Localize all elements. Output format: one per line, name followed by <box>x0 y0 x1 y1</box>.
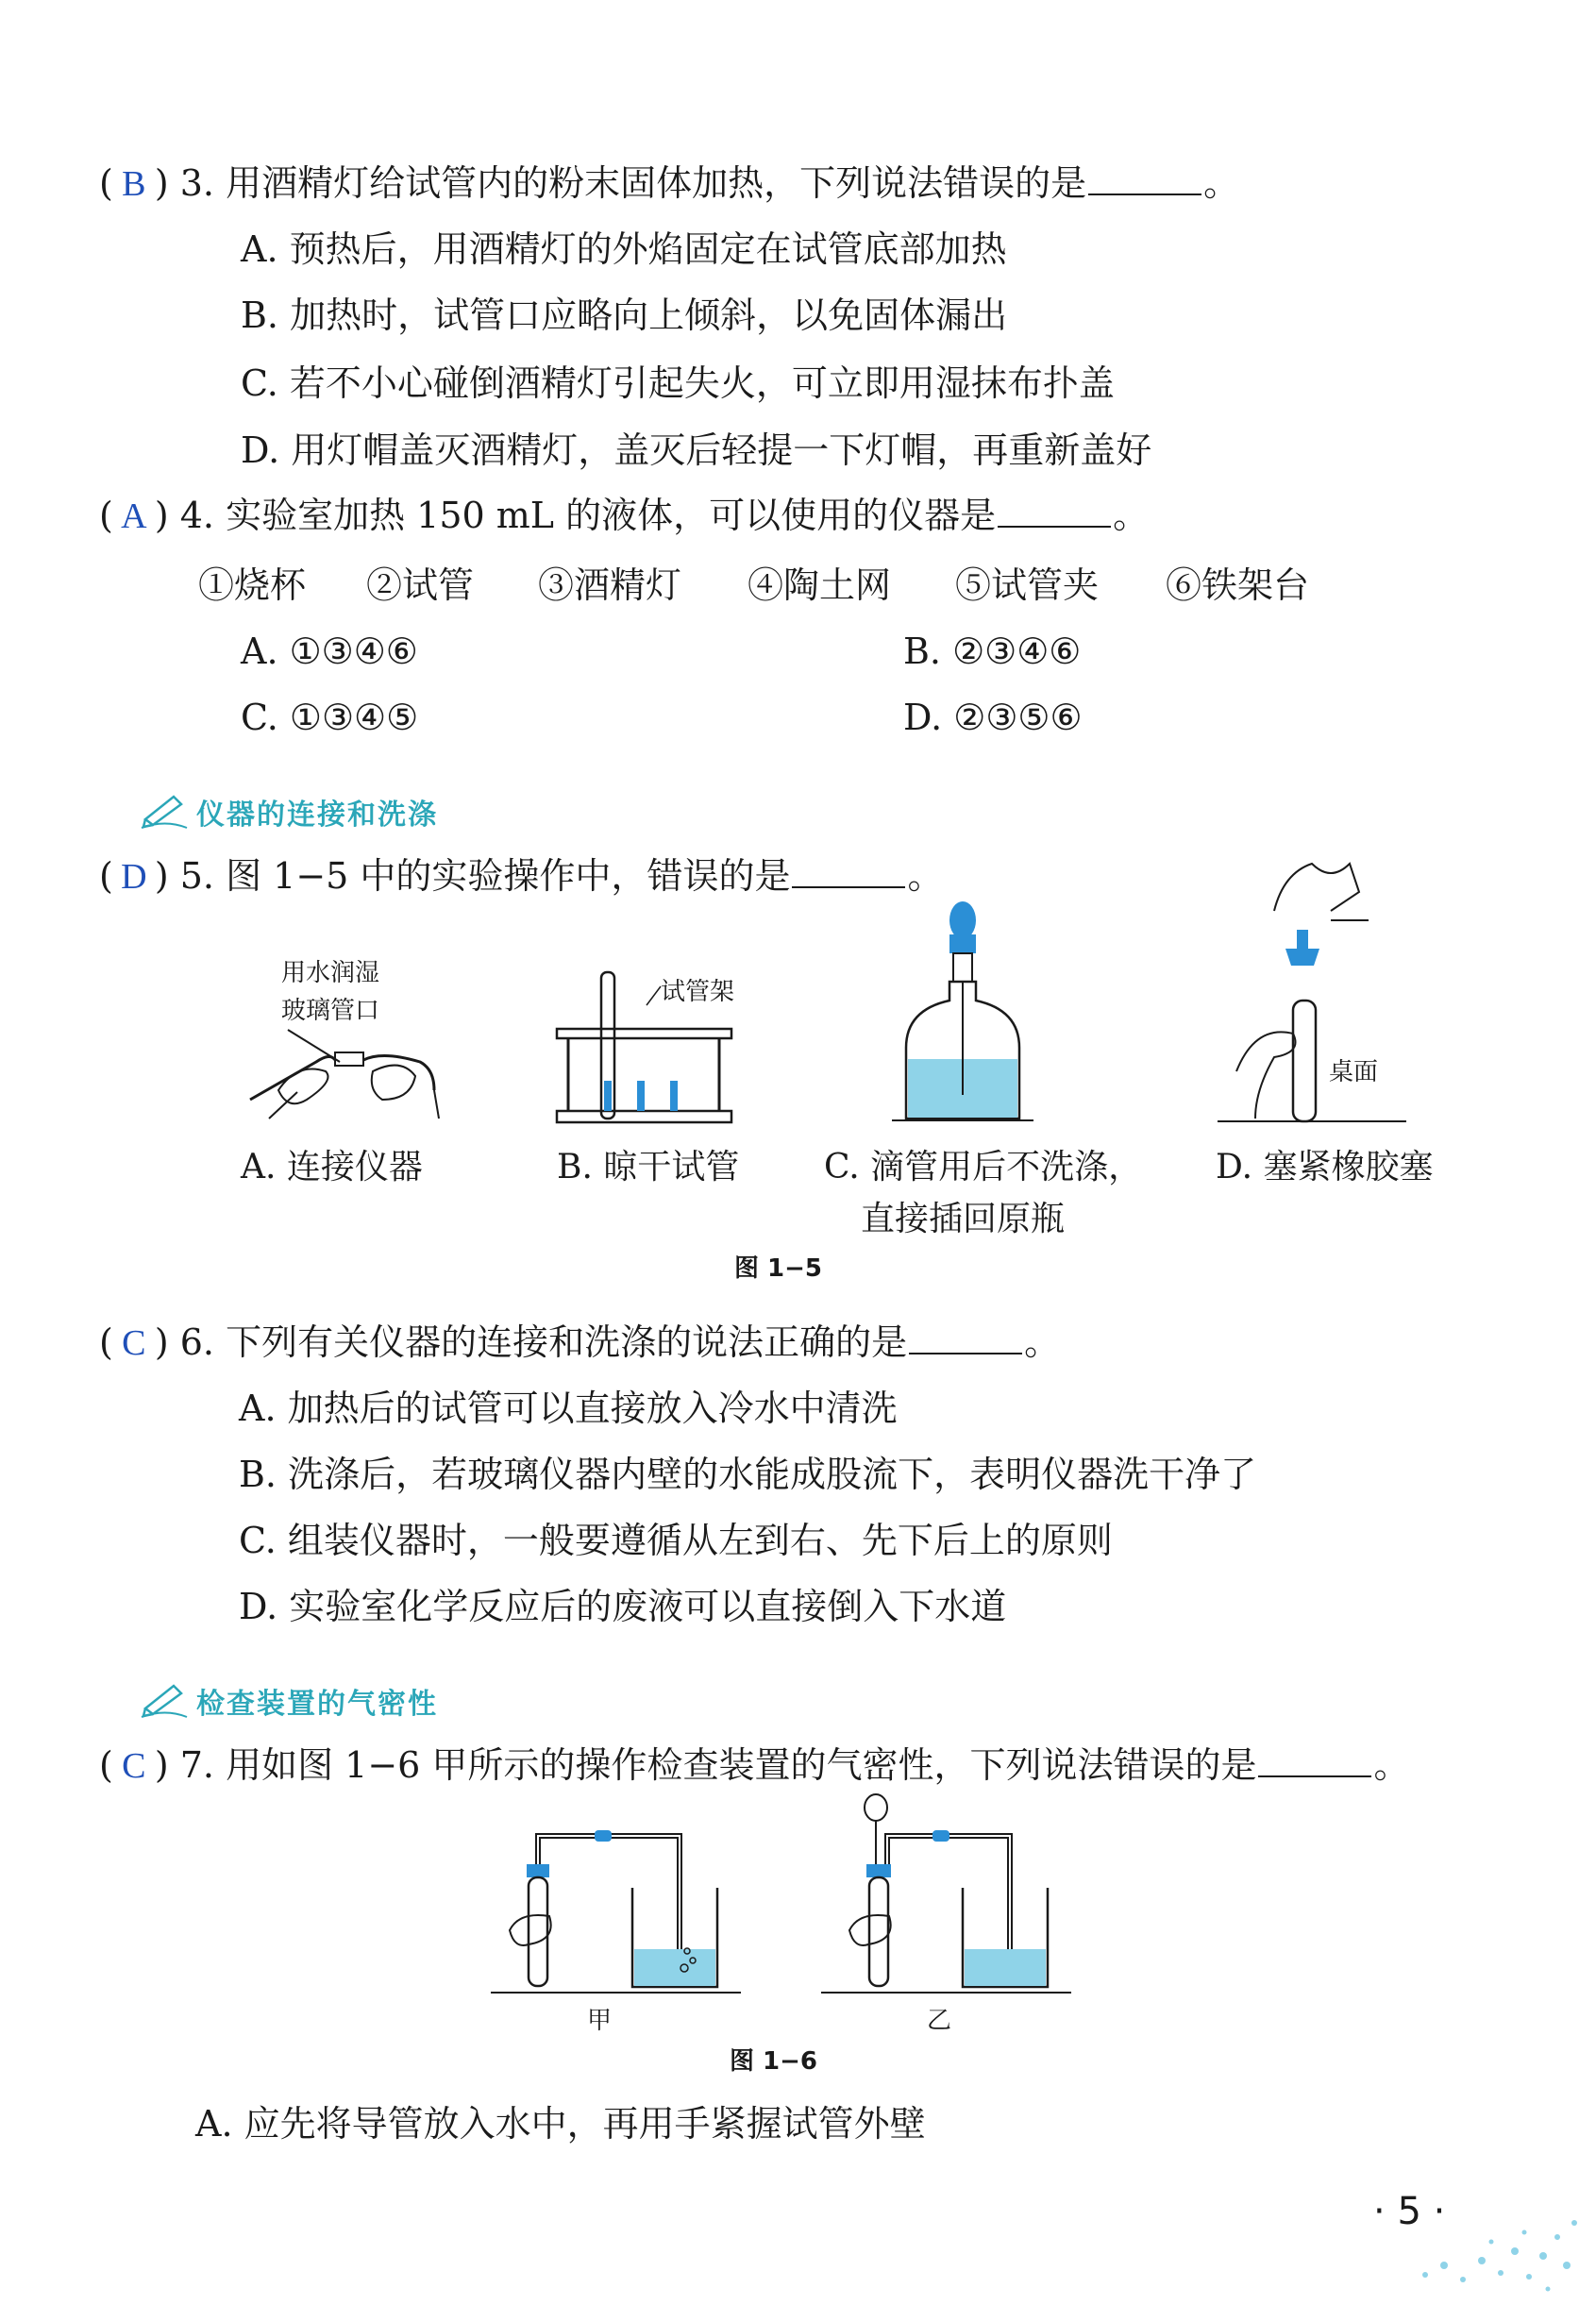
item-4: ④陶土网 <box>748 564 892 606</box>
figure-caption-c-line2: 直接插回原瓶 <box>861 1200 1066 1238</box>
figure-sublabel: 甲 <box>587 2007 613 2035</box>
figure-caption-a: A. 连接仪器 <box>241 1148 423 1186</box>
figure-caption-d: D. 塞紧橡胶塞 <box>1216 1148 1434 1186</box>
figure-caption-c: C. 滴管用后不洗涤， <box>824 1148 1143 1186</box>
question-6: ( C ) 6. 下列有关仪器的连接和洗涤的说法正确的是 。 <box>99 1320 1060 1366</box>
airtightness-setup-b <box>821 1793 1076 1996</box>
option-a: A. 预热后，用酒精灯的外焰固定在试管底部加热 <box>241 228 1007 270</box>
connect-apparatus-illustration <box>241 1024 448 1128</box>
pencil-icon <box>142 1680 189 1718</box>
question-3: ( B ) 3. 用酒精灯给试管内的粉末固体加热，下列说法错误的是 。 <box>99 160 1239 207</box>
question-text: 6. 下列有关仪器的连接和洗涤的说法正确的是 <box>179 1321 908 1363</box>
option-c: C. 若不小心碰倒酒精灯引起失火，可立即用湿抹布扑盖 <box>241 362 1115 404</box>
answer-mark: B <box>122 164 146 204</box>
option-b: B. 加热时，试管口应略向上倾斜，以免固体漏出 <box>241 294 1008 336</box>
answer-blank <box>1088 165 1201 195</box>
answer-blank <box>1258 1747 1371 1777</box>
tube-rack-illustration <box>547 967 736 1123</box>
decorative-dots <box>1406 2209 1586 2298</box>
figure-note: 桌面 <box>1329 1058 1379 1086</box>
item-6: ⑥铁架台 <box>1166 564 1310 606</box>
item-2: ②试管 <box>366 564 475 606</box>
section-title: 仪器的连接和洗涤 <box>196 799 438 832</box>
option-d: D. 实验室化学反应后的废液可以直接倒入下水道 <box>239 1586 1007 1627</box>
question-text: 5. 图 1−5 中的实验操作中，错误的是 <box>179 855 791 897</box>
figure-title: 图 1−6 <box>730 2047 818 2076</box>
option-c: C. 组装仪器时，一般要遵循从左到右、先下后上的原则 <box>239 1520 1113 1561</box>
question-text: 4. 实验室加热 150 mL 的液体，可以使用的仪器是 <box>179 495 997 536</box>
answer-mark: D <box>121 857 147 897</box>
pencil-icon <box>142 791 189 829</box>
option-d: D. ②③⑤⑥ <box>903 697 1083 738</box>
answer-blank <box>998 497 1111 528</box>
option-b: B. 洗涤后，若玻璃仪器内壁的水能成股流下，表明仪器洗干净了 <box>239 1454 1257 1495</box>
option-a: A. 应先将导管放入水中，再用手紧握试管外壁 <box>195 2103 926 2145</box>
dropper-bottle-illustration <box>887 897 1038 1123</box>
option-a: A. ①③④⑥ <box>241 631 418 672</box>
answer-blank <box>792 858 905 888</box>
option-a: A. 加热后的试管可以直接放入冷水中清洗 <box>239 1388 898 1429</box>
question-5: ( D ) 5. 图 1−5 中的实验操作中，错误的是 。 <box>99 853 943 900</box>
section-title: 检查装置的气密性 <box>196 1688 438 1721</box>
answer-mark: A <box>121 496 147 536</box>
answer-mark: C <box>122 1323 146 1363</box>
question-7: ( C ) 7. 用如图 1−6 甲所示的操作检查装置的气密性，下列说法错误的是 。 <box>99 1742 1409 1789</box>
figure-sublabel: 乙 <box>927 2007 952 2035</box>
item-1: ①烧杯 <box>198 564 307 606</box>
figure-note: 用水润湿 <box>281 959 380 987</box>
answer-mark: C <box>122 1746 146 1786</box>
option-c: C. ①③④⑤ <box>241 697 419 738</box>
figure-note: 玻璃管口 <box>281 997 380 1025</box>
airtightness-setup-a <box>491 1826 746 1996</box>
option-b: B. ②③④⑥ <box>903 631 1082 672</box>
item-5: ⑤试管夹 <box>955 564 1100 606</box>
figure-title: 图 1−5 <box>734 1254 823 1283</box>
figure-caption-b: B. 晾干试管 <box>557 1148 740 1186</box>
question-text: 7. 用如图 1−6 甲所示的操作检查装置的气密性，下列说法错误的是 <box>179 1744 1257 1786</box>
stopper-illustration <box>1218 854 1425 1123</box>
question-4: ( A ) 4. 实验室加热 150 mL 的液体，可以使用的仪器是 。 <box>99 493 1149 539</box>
question-text: 3. 用酒精灯给试管内的粉末固体加热，下列说法错误的是 <box>179 162 1087 204</box>
page-number: · 5 · <box>1373 2190 1446 2233</box>
answer-blank <box>909 1324 1022 1354</box>
option-d: D. 用灯帽盖灭酒精灯，盖灭后轻提一下灯帽，再重新盖好 <box>241 429 1152 471</box>
figure-note: 试管架 <box>661 978 735 1006</box>
item-3: ③酒精灯 <box>538 564 682 606</box>
